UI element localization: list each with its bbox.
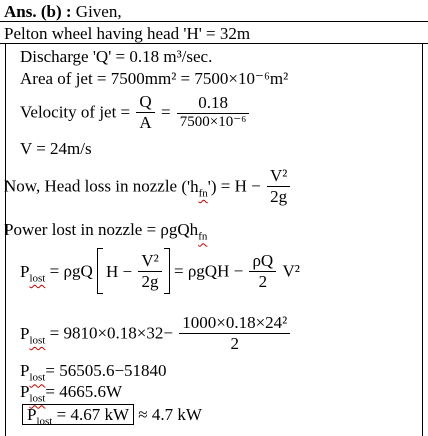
plost-symbol <box>20 261 46 284</box>
plost-tail: V² <box>282 261 300 281</box>
head-loss-symbol <box>181 176 217 199</box>
inner-h: H − <box>105 261 133 281</box>
head-loss-rhs: = H − <box>220 176 261 196</box>
velocity-line <box>20 92 251 132</box>
plost-difference-line <box>20 361 167 384</box>
fraction-numerator: 1000×0.18×24² <box>179 313 290 334</box>
right-bracket <box>164 248 170 294</box>
plost-letter: P <box>20 323 30 343</box>
v2-over-2g-fraction <box>138 251 161 291</box>
equals-sign: = <box>49 261 60 281</box>
v2-over-2g-fraction <box>267 166 290 206</box>
velocity-result: V = 24m/s <box>20 139 92 158</box>
symbol-suffix: ') <box>207 176 217 196</box>
intro-line: Pelton wheel having head 'H' = 32m <box>4 24 251 43</box>
plost-formula-line <box>20 248 300 294</box>
fraction-denominator: 2g <box>270 186 288 206</box>
fraction-numerator: Q <box>136 92 154 113</box>
plost-letter: P <box>20 382 30 401</box>
symbol-prefix: ('h <box>181 176 199 196</box>
equals-sign: = <box>160 102 171 122</box>
fraction-denominator: 2 <box>230 333 239 353</box>
value-fraction <box>177 93 250 131</box>
top-rule <box>0 21 428 22</box>
right-rule <box>422 44 423 436</box>
fraction-numerator: ρQ <box>249 251 276 272</box>
q-over-a-fraction <box>136 92 154 132</box>
rho-g-q: ρgQ <box>63 261 93 281</box>
watts-expression: = 4665.6W <box>45 382 123 401</box>
plost-letter: P <box>20 361 30 380</box>
plost-subscript: lost <box>36 415 53 428</box>
fraction-denominator: A <box>139 112 152 132</box>
rhoq-over-2-fraction <box>249 251 276 291</box>
boxed-value: = 4.67 kW <box>56 405 130 424</box>
plost-letter: P <box>27 405 37 424</box>
final-answer-box <box>22 404 134 428</box>
header-rule <box>0 43 428 44</box>
power-lost-subscript: fn <box>198 230 208 243</box>
power-lost-line <box>4 220 208 243</box>
plost-subscript: lost <box>29 371 46 384</box>
plost-subscript: lost <box>29 333 46 346</box>
velocity-lhs: Velocity of jet = <box>20 102 131 122</box>
final-answer-line <box>22 404 202 428</box>
power-lost-text: Power lost in nozzle = ρgQh <box>4 220 199 239</box>
area-line: Area of jet = 7500mm² = 7500×10⁻⁶m² <box>20 69 289 88</box>
kinetic-term-fraction <box>179 313 290 353</box>
plost-rhs: = ρgQH − <box>173 261 244 281</box>
left-rule <box>5 44 6 436</box>
plost-subscript: lost <box>29 271 46 284</box>
plost-letter: P <box>20 261 30 281</box>
answer-heading <box>4 3 122 20</box>
substitution-expression: = 9810×0.18×32− <box>49 323 173 343</box>
fraction-denominator: 7500×10⁻⁶ <box>179 113 247 130</box>
fraction-denominator: 2 <box>258 271 268 291</box>
symbol-subscript: fn <box>198 186 208 199</box>
plost-watts-line <box>20 382 123 405</box>
given-label: Given, <box>71 2 122 21</box>
head-loss-line <box>4 166 292 206</box>
discharge-line: Discharge 'Q' = 0.18 m³/sec. <box>20 47 213 66</box>
difference-expression: = 56505.6−51840 <box>45 361 167 380</box>
plost-symbol <box>20 323 46 346</box>
approx-value: ≈ 4.7 kW <box>138 405 202 424</box>
plost-subscript: lost <box>29 392 46 405</box>
fraction-denominator: 2g <box>141 271 159 291</box>
fraction-numerator: V² <box>267 166 290 187</box>
plost-substitution-line <box>20 313 292 353</box>
left-bracket <box>97 248 103 294</box>
answer-label: Ans. (b) : <box>4 2 72 21</box>
fraction-numerator: 0.18 <box>177 93 250 114</box>
fraction-numerator: V² <box>138 251 161 272</box>
head-loss-label: Now, Head loss in nozzle <box>4 176 178 196</box>
